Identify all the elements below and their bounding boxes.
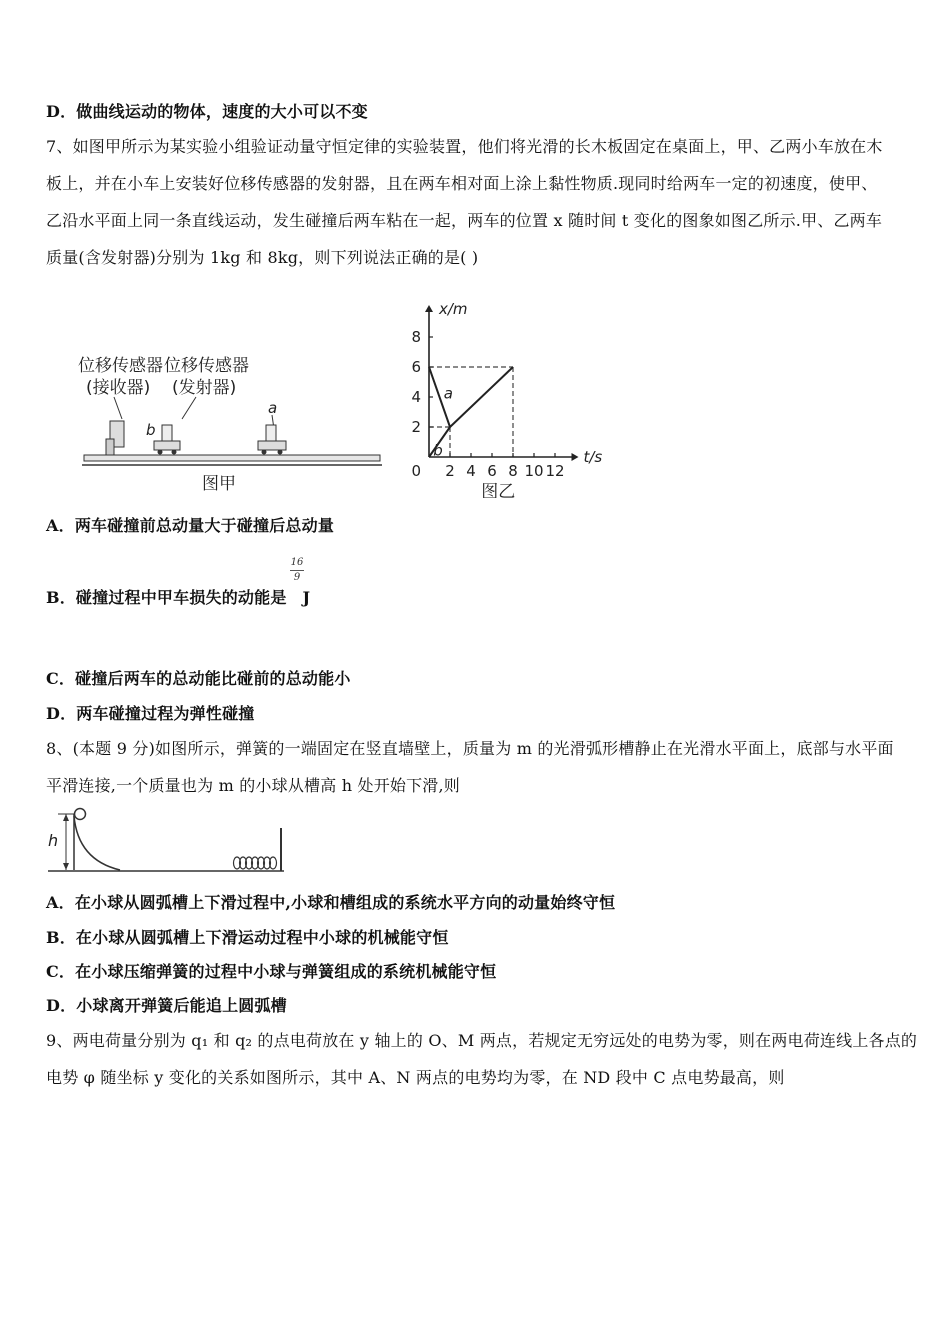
fraction-16-9 <box>288 557 306 584</box>
cart-a <box>258 441 286 450</box>
y-tick-label-2: 2 <box>411 418 421 436</box>
figure-caption-jia: 图甲 <box>202 474 236 494</box>
q8-option-d: D．小球离开弹簧后能追上圆弧槽 <box>46 996 287 1015</box>
series-label-b: b <box>433 441 443 460</box>
fraction-numerator: 16 <box>290 557 304 568</box>
cart-b <box>154 441 180 450</box>
emitter-label-2: (发射器) <box>172 378 237 398</box>
height-label: h <box>48 831 59 850</box>
q9-stem-line-1: 9、两电荷量分别为 q₁ 和 q₂ 的点电荷放在 y 轴上的 O、M 两点，若规定无穷远处的电势为零，则在两电荷连线上各点的 <box>46 1031 918 1050</box>
x-tick-label-4: 4 <box>466 462 476 480</box>
fraction-denominator: 9 <box>293 572 301 583</box>
long-board <box>84 455 380 461</box>
q7-stem-line-3: 乙沿水平面上同一条直线运动，发生碰撞后两车粘在一起，两车的位置 x 随时间 t 变化的图象如图乙所示.甲、乙两车 <box>46 211 883 230</box>
cart-a-label: a <box>268 399 278 417</box>
y-tick-label-6: 6 <box>411 358 421 376</box>
y-tick-label-4: 4 <box>411 388 421 406</box>
q8-option-a: A．在小球从圆弧槽上下滑过程中,小球和槽组成的系统水平方向的动量始终守恒 <box>46 893 616 912</box>
spring <box>234 857 277 869</box>
receiver-pointer <box>114 397 122 419</box>
arc-slot-figure <box>44 806 294 876</box>
x-axis-label: t/s <box>583 448 603 466</box>
y-axis-label: x/m <box>439 300 468 318</box>
emitter-pointer <box>182 397 196 419</box>
arc-slot <box>74 816 120 870</box>
q7-option-b-unit: J <box>302 588 311 607</box>
x-tick-label-2: 2 <box>445 462 455 480</box>
emitter-label-1: 位移传感器 <box>164 356 249 376</box>
y-tick-label-8: 8 <box>411 328 421 346</box>
q7-option-a: A．两车碰撞前总动量大于碰撞后总动量 <box>46 516 335 535</box>
y-axis-arrow <box>425 305 433 312</box>
q8-option-c: C．在小球压缩弹簧的过程中小球与弹簧组成的系统机械能守恒 <box>46 962 497 981</box>
q7-option-b <box>46 588 916 608</box>
figure-caption-yi: 图乙 <box>481 482 516 498</box>
series-label-a: a <box>443 384 453 403</box>
x-tick-label-10: 10 <box>524 462 544 480</box>
x-axis-arrow <box>572 453 579 461</box>
apparatus-figure <box>78 345 388 495</box>
x-tick-label-12: 12 <box>545 462 565 480</box>
q8-option-b: B．在小球从圆弧槽上下滑运动过程中小球的机械能守恒 <box>46 928 449 947</box>
series-combined <box>450 367 513 427</box>
q7-option-c: C．碰撞后两车的总动能比碰前的总动能小 <box>46 669 351 688</box>
receiver-label-2: (接收器) <box>86 378 151 398</box>
q9-stem-line-2: 电势 φ 随坐标 y 变化的关系如图所示，其中 A、N 两点的电势均为零，在 ND 段中 C 点电势最高，则 <box>46 1068 785 1087</box>
q7-stem-line-4: 质量(含发射器)分别为 1kg 和 8kg，则下列说法正确的是( ) <box>46 248 479 267</box>
q7-stem-line-2: 板上，并在小车上安装好位移传感器的发射器，且在两车相对面上涂上黏性物质.现同时给两车一定的初速度，使甲、 <box>46 174 878 193</box>
x-tick-label-8: 8 <box>508 462 518 480</box>
q8-stem-line-1: 8、(本题 9 分)如图所示，弹簧的一端固定在竖直墙壁上，质量为 m 的光滑弧形槽静止在光滑水平面上，底部与水平面 <box>46 739 894 758</box>
q8-stem-line-2: 平滑连接,一个质量也为 m 的小球从槽高 h 处开始下滑,则 <box>46 776 460 795</box>
cart-b-label: b <box>146 421 156 439</box>
receiver-label-1: 位移传感器 <box>78 356 163 376</box>
x-tick-label-6: 6 <box>487 462 497 480</box>
q7-option-d: D．两车碰撞过程为弹性碰撞 <box>46 704 255 723</box>
small-ball <box>75 809 86 820</box>
origin-label: 0 <box>411 462 421 480</box>
xt-graph <box>405 276 735 498</box>
q6-option-d: D．做曲线运动的物体，速度的大小可以不变 <box>46 102 368 121</box>
q7-option-b-text: B．碰撞过程中甲车损失的动能是 <box>46 588 287 607</box>
q7-stem-line-1: 7、如图甲所示为某实验小组验证动量守恒定律的实验装置，他们将光滑的长木板固定在桌面上，甲、乙两小车放在木 <box>46 137 883 156</box>
